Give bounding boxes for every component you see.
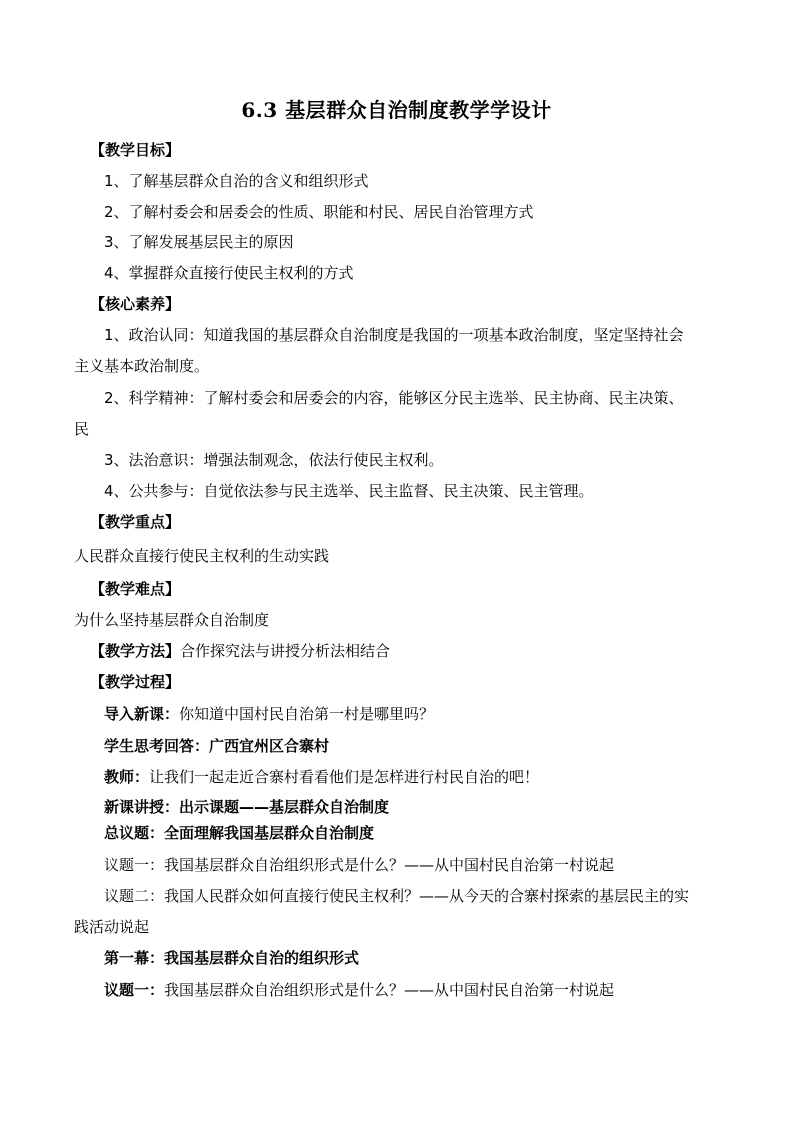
- act-one-topic-label: 议题一：: [104, 981, 165, 999]
- intro-text: 你知道中国村民自治第一村是哪里吗？: [179, 705, 435, 723]
- teacher-line: [104, 767, 539, 787]
- method-text: 合作探究法与讲授分析法相结合: [180, 642, 391, 660]
- teacher-text: 让我们一起走近合寨村看看他们是怎样进行村民自治的吧！: [149, 768, 540, 786]
- literacy-item: 2、科学精神：了解村委会和居委会的内容，能够区分民主选举、民主协商、民主决策、: [104, 389, 684, 407]
- literacy-item-continued: 民: [74, 420, 90, 438]
- objective-item: 1、了解基层群众自治的含义和组织形式: [104, 172, 369, 190]
- literacy-heading: 【核心素养】: [90, 295, 181, 313]
- method-heading: 【教学方法】: [90, 642, 181, 660]
- key-point-text: 人民群众直接行使民主权利的生动实践: [74, 547, 330, 565]
- literacy-item: 4、公共参与：自觉依法参与民主选举、民主监督、民主决策、民主管理。: [104, 482, 594, 500]
- process-heading: 【教学过程】: [90, 673, 181, 691]
- general-topic-line: 总议题：全面理解我国基层群众自治制度: [104, 824, 375, 842]
- topic-one: 议题一：我国基层群众自治组织形式是什么？——从中国村民自治第一村说起: [104, 856, 615, 874]
- literacy-item: 1、政治认同：知道我国的基层群众自治制度是我国的一项基本政治制度，坚定坚持社会: [104, 326, 684, 344]
- act-one-topic: [104, 980, 614, 1000]
- new-lesson-line: 新课讲授：出示课题——基层群众自治制度: [104, 798, 390, 816]
- act-one-heading: 第一幕：我国基层群众自治的组织形式: [104, 949, 360, 967]
- method-line: [90, 641, 390, 661]
- teacher-label: 教师：: [104, 768, 150, 786]
- objectives-heading: 【教学目标】: [90, 141, 181, 159]
- literacy-item: 3、法治意识：增强法制观念，依法行使民主权利。: [104, 451, 444, 469]
- key-point-heading: 【教学重点】: [90, 513, 181, 531]
- document-title: 6.3 基层群众自治制度教学学设计: [241, 98, 552, 122]
- objective-item: 2、了解村委会和居委会的性质、职能和村民、居民自治管理方式: [104, 203, 534, 221]
- topic-two-continued: 践活动说起: [74, 918, 150, 936]
- objective-item: 3、了解发展基层民主的原因: [104, 233, 294, 251]
- intro-label: 导入新课：: [104, 705, 180, 723]
- difficulty-text: 为什么坚持基层群众自治制度: [74, 611, 270, 629]
- literacy-item-continued: 主义基本政治制度。: [74, 357, 210, 375]
- intro-line: [104, 704, 434, 724]
- objective-item: 4、掌握群众直接行使民主权利的方式: [104, 264, 354, 282]
- difficulty-heading: 【教学难点】: [90, 580, 181, 598]
- student-answer: 学生思考回答：广西宜州区合寨村: [104, 737, 330, 755]
- topic-two: 议题二：我国人民群众如何直接行使民主权利？——从今天的合寨村探索的基层民主的实: [104, 887, 690, 905]
- act-one-topic-text: 我国基层群众自治组织形式是什么？——从中国村民自治第一村说起: [164, 981, 615, 999]
